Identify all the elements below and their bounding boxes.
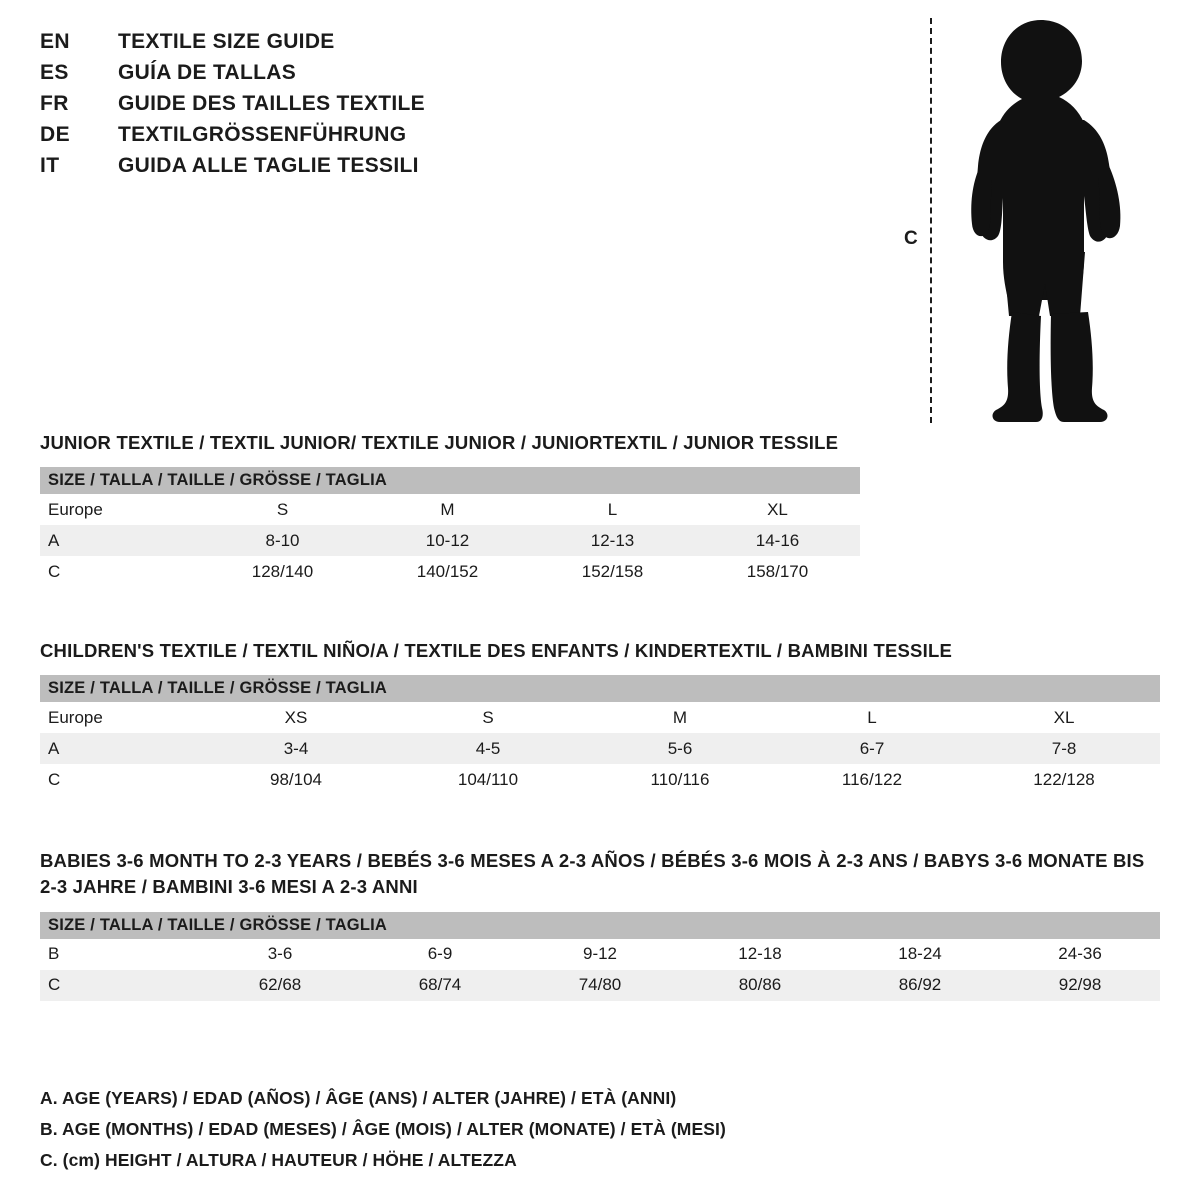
- cell-value: 10-12: [365, 525, 530, 556]
- language-row: [40, 92, 800, 123]
- language-title-block: [40, 30, 800, 185]
- cell-value: 3-6: [200, 939, 360, 970]
- language-code-de: DE: [40, 123, 70, 146]
- cell-value: 24-36: [1000, 939, 1160, 970]
- size-header-babies: SIZE / TALLA / TAILLE / GRÖSSE / TAGLIA: [40, 912, 1160, 939]
- cell-value: 14-16: [695, 525, 860, 556]
- section-junior: [40, 430, 860, 587]
- cell-value: 12-13: [530, 525, 695, 556]
- cell-value: 122/128: [968, 764, 1160, 795]
- cell-value: 104/110: [392, 764, 584, 795]
- legend-line-c: C. (cm) HEIGHT / ALTURA / HAUTEUR / HÖHE / ALTEZZA: [40, 1149, 517, 1170]
- section-title-babies: BABIES 3-6 MONTH TO 2-3 YEARS / BEBÉS 3-6 MESES A 2-3 AÑOS / BÉBÉS 3-6 MOIS À 2-3 ANS / BABYS 3-6 MONATE BIS 2-3 JAHRE / BAMBINI 3-6 MESI A 2-3 ANNI: [40, 850, 1145, 898]
- legend-block: [40, 1083, 1040, 1176]
- cell-value: 128/140: [200, 556, 365, 587]
- measurement-figure: [904, 10, 1154, 430]
- cell-value: 80/86: [680, 970, 840, 1001]
- language-title-fr: GUIDE DES TAILLES TEXTILE: [118, 92, 425, 115]
- col-size-m: M: [584, 702, 776, 733]
- cell-value: 152/158: [530, 556, 695, 587]
- row-label-c: C: [40, 556, 200, 587]
- row-label-c: C: [40, 970, 200, 1001]
- table-header-bar: [40, 912, 1160, 939]
- table-row: [40, 494, 860, 525]
- section-babies: [40, 848, 1160, 1001]
- language-row: [40, 123, 800, 154]
- size-header-junior: SIZE / TALLA / TAILLE / GRÖSSE / TAGLIA: [40, 467, 860, 494]
- cell-value: 140/152: [365, 556, 530, 587]
- legend-line-a: A. AGE (YEARS) / EDAD (AÑOS) / ÂGE (ANS) / ALTER (JAHRE) / ETÀ (ANNI): [40, 1087, 677, 1108]
- table-babies: [40, 912, 1160, 1001]
- table-header-bar: [40, 675, 1160, 702]
- language-title-es: GUÍA DE TALLAS: [118, 61, 297, 84]
- cell-value: 12-18: [680, 939, 840, 970]
- cell-value: 18-24: [840, 939, 1000, 970]
- table-children: [40, 675, 1160, 795]
- language-title-it: GUIDA ALLE TAGLIE TESSILI: [118, 154, 419, 177]
- row-label-c: C: [40, 764, 200, 795]
- col-size-xl: XL: [968, 702, 1160, 733]
- cell-value: 110/116: [584, 764, 776, 795]
- col-size-m: M: [365, 494, 530, 525]
- cell-value: 92/98: [1000, 970, 1160, 1001]
- language-code-es: ES: [40, 61, 69, 84]
- row-label-a: A: [40, 525, 200, 556]
- language-code-it: IT: [40, 154, 60, 177]
- cell-value: 68/74: [360, 970, 520, 1001]
- cell-value: 116/122: [776, 764, 968, 795]
- language-title-en: TEXTILE SIZE GUIDE: [118, 30, 335, 53]
- row-label-b: B: [40, 939, 200, 970]
- table-row: [40, 733, 1160, 764]
- language-row: [40, 61, 800, 92]
- section-children: [40, 638, 1160, 795]
- cell-value: 6-7: [776, 733, 968, 764]
- cell-value: 6-9: [360, 939, 520, 970]
- language-row: [40, 154, 800, 185]
- section-title-junior: JUNIOR TEXTILE / TEXTIL JUNIOR/ TEXTILE JUNIOR / JUNIORTEXTIL / JUNIOR TESSILE: [40, 432, 839, 453]
- cell-value: 7-8: [968, 733, 1160, 764]
- col-size-xs: XS: [200, 702, 392, 733]
- cell-value: 8-10: [200, 525, 365, 556]
- measure-dashed-line: [930, 18, 932, 423]
- table-row: [40, 970, 1160, 1001]
- cell-value: 9-12: [520, 939, 680, 970]
- table-header-bar: [40, 467, 860, 494]
- table-row: [40, 702, 1160, 733]
- language-title-de: TEXTILGRÖSSENFÜHRUNG: [118, 123, 407, 146]
- table-junior: [40, 467, 860, 587]
- col-size-l: L: [530, 494, 695, 525]
- cell-value: 5-6: [584, 733, 776, 764]
- cell-value: 158/170: [695, 556, 860, 587]
- cell-value: 4-5: [392, 733, 584, 764]
- table-row: [40, 525, 860, 556]
- row-label-europe: Europe: [40, 494, 200, 525]
- language-code-fr: FR: [40, 92, 69, 115]
- col-size-s: S: [200, 494, 365, 525]
- language-code-en: EN: [40, 30, 70, 53]
- col-size-l: L: [776, 702, 968, 733]
- table-row: [40, 764, 1160, 795]
- row-label-europe: Europe: [40, 702, 200, 733]
- language-row: [40, 30, 800, 61]
- col-size-s: S: [392, 702, 584, 733]
- row-label-a: A: [40, 733, 200, 764]
- cell-value: 3-4: [200, 733, 392, 764]
- cell-value: 62/68: [200, 970, 360, 1001]
- col-size-xl: XL: [695, 494, 860, 525]
- cell-value: 86/92: [840, 970, 1000, 1001]
- size-header-children: SIZE / TALLA / TAILLE / GRÖSSE / TAGLIA: [40, 675, 1160, 702]
- table-row: [40, 939, 1160, 970]
- table-row: [40, 556, 860, 587]
- cell-value: 98/104: [200, 764, 392, 795]
- cell-value: 74/80: [520, 970, 680, 1001]
- section-title-children: CHILDREN'S TEXTILE / TEXTIL NIÑO/A / TEXTILE DES ENFANTS / KINDERTEXTIL / BAMBINI TESSILE: [40, 640, 952, 661]
- legend-line-b: B. AGE (MONTHS) / EDAD (MESES) / ÂGE (MOIS) / ALTER (MONATE) / ETÀ (MESI): [40, 1118, 726, 1139]
- measure-label-c: C: [904, 228, 918, 249]
- child-silhouette-icon: [946, 16, 1146, 426]
